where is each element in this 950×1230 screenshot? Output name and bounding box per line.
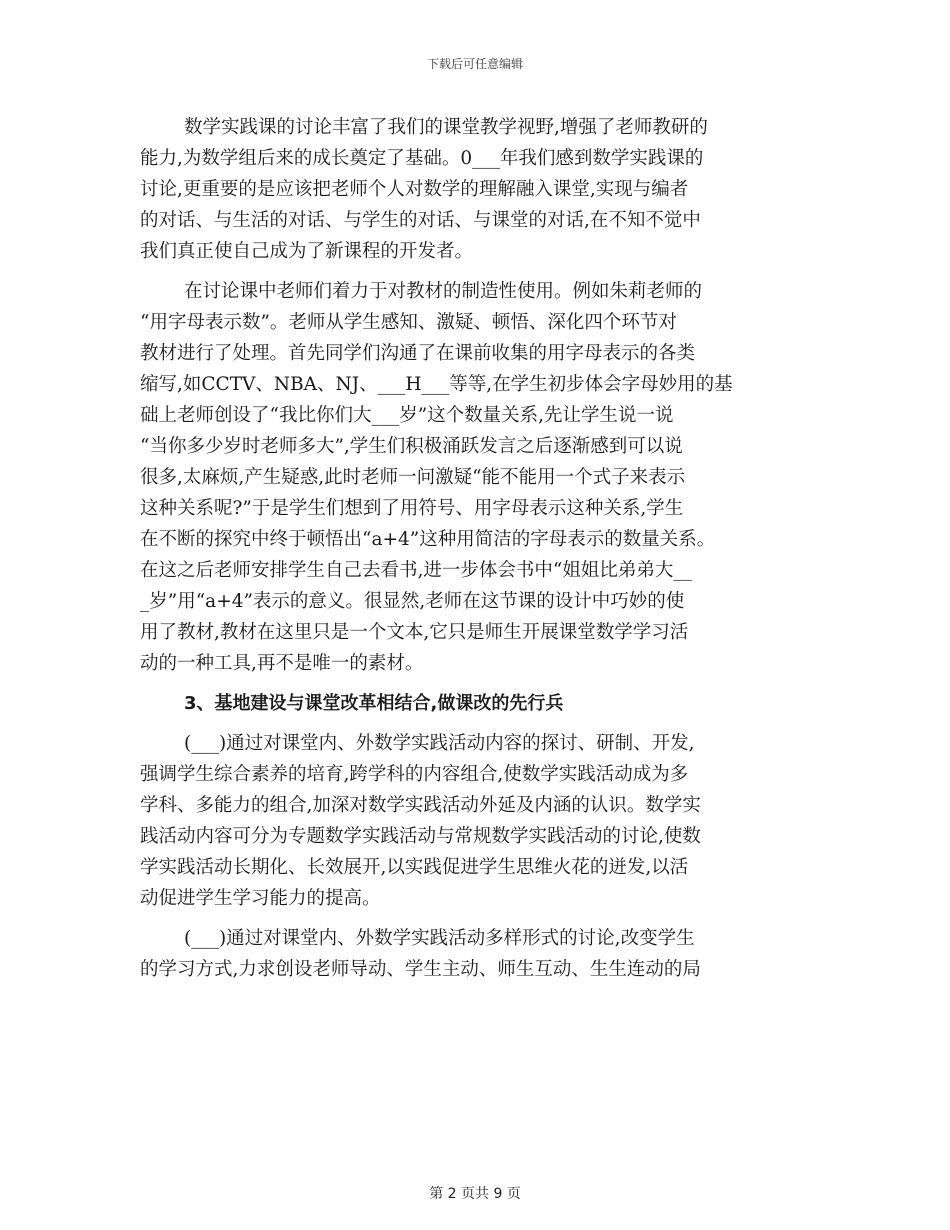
paragraph-line: (___)通过对课堂内、外数学实践活动内容的探讨、研制、开发, [184,733,695,754]
paragraph-line: 的对话、与生活的对话、与学生的对话、与课堂的对话,在不知不觉中 [140,210,701,231]
paragraph-line: 在这之后老师安排学生自己去看书,进一步体会书中“姐姐比弟弟大__ [140,560,692,581]
paragraph-line: (___)通过对课堂内、外数学实践活动多样形式的讨论,改变学生 [184,928,695,949]
paragraph-line: 学实践活动长期化、长效展开,以实践促进学生思维火花的迸发,以活 [140,857,689,878]
paragraph-line: 用了教材,教材在这里只是一个文本,它只是师生开展课堂数学学习活 [140,622,689,643]
paragraph-line: 这种关系呢?”于是学生们想到了用符号、用字母表示这种关系,学生 [140,498,684,519]
paragraph-line: 教材进行了处理。首先同学们沟通了在课前收集的用字母表示的各类 [140,343,696,364]
paragraph-line: 很多,太麻烦,产生疑惑,此时老师一问激疑“能不能用一个式子来表示 [140,467,686,488]
paragraph-line: 缩写,如CCTV、NBA、NJ、___H___等等,在学生初步体会字母妙用的基 [140,374,733,395]
paragraph-line: _岁”用“a+4”表示的意义。很显然,老师在这节课的设计中巧妙的使 [140,591,685,612]
paragraph-line: 学科、多能力的组合,加深对数学实践活动外延及内涵的认识。数学实 [140,795,701,816]
paragraph-line: “当你多少岁时老师多大”,学生们积极涌跃发言之后逐渐感到可以说 [140,436,683,457]
page-footer: 第 2 页共 9 页 [429,1186,521,1202]
paragraph-line: 我们真正使自己成为了新课程的开发者。 [140,241,474,262]
document-body [140,112,816,985]
paragraph-line: 的学习方式,力求创设老师导动、学生主动、师生互动、生生连动的局 [140,959,701,980]
paragraph-line: 强调学生综合素养的培育,跨学科的内容组合,使数学实践活动成为多 [140,764,689,785]
paragraph-line: 数学实践课的讨论丰富了我们的课堂教学视野,增强了老师教研的 [184,117,708,138]
paragraph-line: 在不断的探究中终于顿悟出“a+4”这种用简洁的字母表示的数量关系。 [140,529,716,550]
paragraph-line: 在讨论课中老师们着力于对教材的制造性使用。例如朱莉老师的 [184,281,703,302]
paragraph-line: 动促进学生学习能力的提高。 [140,888,381,909]
paragraph-line: 动的一种工具,再不是唯一的素材。 [140,653,424,674]
paragraph-line: 践活动内容可分为专题数学实践活动与常规数学实践活动的讨论,使数 [140,826,701,847]
paragraph-line: 础上老师创设了“我比你们大___岁”这个数量关系,先让学生说一说 [140,405,674,426]
page-header: 下载后可任意编辑 [426,57,523,71]
paragraph-line: 讨论,更重要的是应该把老师个人对数学的理解融入课堂,实现与编者 [140,179,689,200]
paragraph-line: “用字母表示数”。老师从学生感知、激疑、顿悟、深化四个环节对 [140,312,677,333]
section-heading: 3、基地建设与课堂改革相结合,做课改的先行兵 [184,693,564,714]
paragraph-line: 能力,为数学组后来的成长奠定了基础。0___年我们感到数学实践课的 [140,148,704,169]
